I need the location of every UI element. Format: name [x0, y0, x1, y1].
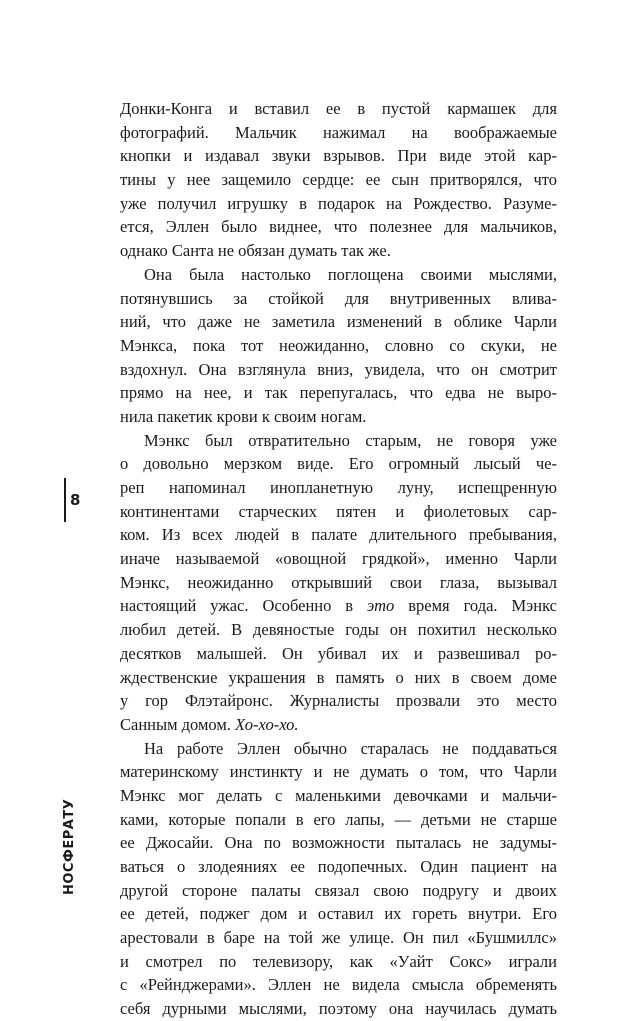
text-line: [120, 168, 557, 192]
text-line: [120, 381, 557, 405]
page-number: 8: [70, 491, 81, 509]
text-line-content: ее детей, поджег дом и оставил их гореть внутри. Его: [120, 904, 557, 924]
text-line-content: у гор Флэтайронс. Журналисты прозвали это место: [120, 691, 557, 711]
text-line: [120, 144, 557, 168]
text-line: [120, 239, 557, 263]
text-line-content: прямо на нее, и так перепугалась, что едва не выро-: [120, 383, 557, 403]
text-line-content: ется, Эллен было виднее, что полезнее для мальчиков,: [120, 217, 557, 237]
text-line-content: другой стороне палаты связал свою подругу и двоих: [120, 880, 557, 900]
text-line-content: арестовали в баре на той же улице. Он пил «Бушмиллс»: [120, 928, 557, 948]
text-line: [120, 121, 557, 145]
text-line-content: Донки-Конга и вставил ее в пустой кармашек для: [120, 99, 557, 118]
text-line-content: с «Рейнджерами». Эллен не видела смысла обременять: [120, 975, 557, 995]
text-line-content: На работе Эллен обычно старалась не поддаваться: [144, 738, 557, 758]
running-title: НОСФЕРАТУ: [62, 798, 77, 895]
text-line-content: реп напоминал инопланетную луну, испещренную: [120, 478, 557, 497]
body-text: [120, 97, 557, 1021]
text-line: [120, 831, 557, 855]
text-line: [120, 192, 557, 216]
text-line-content: десятков малышей. Он убивал их и развешивал ро-: [120, 643, 557, 663]
text-line-content: Мэнкс был отвратительно старым, не говоря уже: [144, 430, 557, 450]
text-line-content: ком. Из всех людей в палате длительного пребывания,: [120, 525, 557, 545]
text-line-content: иначе называемой «овощной грядкой», именно Чарли: [120, 549, 557, 569]
text-line-continuation: время года. Мэнкс: [408, 596, 557, 616]
text-line: [120, 879, 557, 903]
text-line-content: и смотрел по телевизору, как «Уайт Сокс» играли: [120, 951, 557, 971]
text-line-content: настоящий ужас. Особенно в: [120, 596, 354, 616]
text-line: [120, 500, 557, 524]
text-line: [120, 476, 557, 500]
text-line: [120, 594, 557, 618]
text-line: [120, 926, 557, 950]
text-line: [120, 973, 557, 997]
text-line: [120, 310, 557, 334]
text-line: [120, 571, 557, 595]
text-line-content: любил детей. В девяностые годы он похитил несколько: [120, 620, 557, 640]
text-line: [120, 547, 557, 571]
text-line-content: Она была настолько поглощена своими мыслями,: [144, 264, 557, 284]
emphasis: Хо-хо-хо.: [235, 714, 299, 734]
text-line-content: Мэнкса, пока тот неожиданно, словно со скуки, не: [120, 335, 557, 355]
text-line-content: кнопки и издавал звуки взрывов. При виде этой кар-: [120, 146, 557, 166]
text-line-content: фотографий. Мальчик нажимал на воображаемые: [120, 122, 557, 142]
text-line: [120, 642, 557, 666]
text-line-content: материнскому инстинкту и не думать о том, что Чарли: [120, 762, 557, 782]
text-line: [120, 452, 557, 476]
text-line-content: однако Санта не обязан думать так же.: [120, 241, 391, 261]
text-line: [120, 358, 557, 382]
text-line-content: Мэнкс мог делать с маленькими девочками и мальчи-: [120, 785, 557, 805]
text-line-content: ний, что даже не заметила изменений в облике Чарли: [120, 312, 557, 332]
text-line: [120, 760, 557, 784]
page-number-rule: [64, 478, 66, 522]
text-line-content: вздохнул. Она взглянула вниз, увидела, что он смотрит: [120, 359, 557, 379]
text-line: [120, 713, 557, 737]
text-line: [120, 97, 557, 121]
text-line: [120, 405, 557, 429]
text-line: [120, 808, 557, 832]
text-line: [120, 618, 557, 642]
text-line: [120, 950, 557, 974]
text-line-content: себя дурными мыслями, поэтому она научилась думать: [120, 999, 557, 1019]
text-line: [120, 902, 557, 926]
text-line-content: ждественские украшения в память о них в своем доме: [120, 667, 557, 687]
text-line: [120, 784, 557, 808]
text-line: [120, 666, 557, 690]
text-line-content: Санным домом.: [120, 714, 231, 734]
text-line-content: ее Джосайи. Она по возможности пыталась не задумы-: [120, 833, 557, 853]
text-line: [120, 689, 557, 713]
text-line-content: уже получил игрушку в подарок на Рождество. Разуме-: [120, 193, 557, 213]
text-line-content: ваться о злодеяниях ее подопечных. Один пациент на: [120, 857, 557, 876]
text-line: [120, 263, 557, 287]
text-line-content: тины у нее защемило сердце: ее сын притворялся, что: [120, 170, 557, 190]
text-line: [120, 855, 557, 879]
emphasis: это: [367, 596, 395, 616]
text-line: [120, 429, 557, 453]
text-line-content: о довольно мерзком виде. Его огромный лысый че-: [120, 454, 557, 474]
text-line-content: ками, которые попали в его лапы, — детьми не старше: [120, 809, 557, 829]
text-line: [120, 334, 557, 358]
text-line: [120, 287, 557, 311]
text-line-content: Мэнкс, неожиданно открывший свои глаза, вызывал: [120, 572, 557, 592]
text-line-content: континентами старческих пятен и фиолетовых сар-: [120, 501, 557, 521]
text-line-content: потянувшись за стойкой для внутривенных влива-: [120, 288, 557, 308]
text-line: [120, 737, 557, 761]
text-line: [120, 215, 557, 239]
text-line: [120, 523, 557, 547]
text-line-content: нила пакетик крови к своим ногам.: [120, 406, 367, 426]
